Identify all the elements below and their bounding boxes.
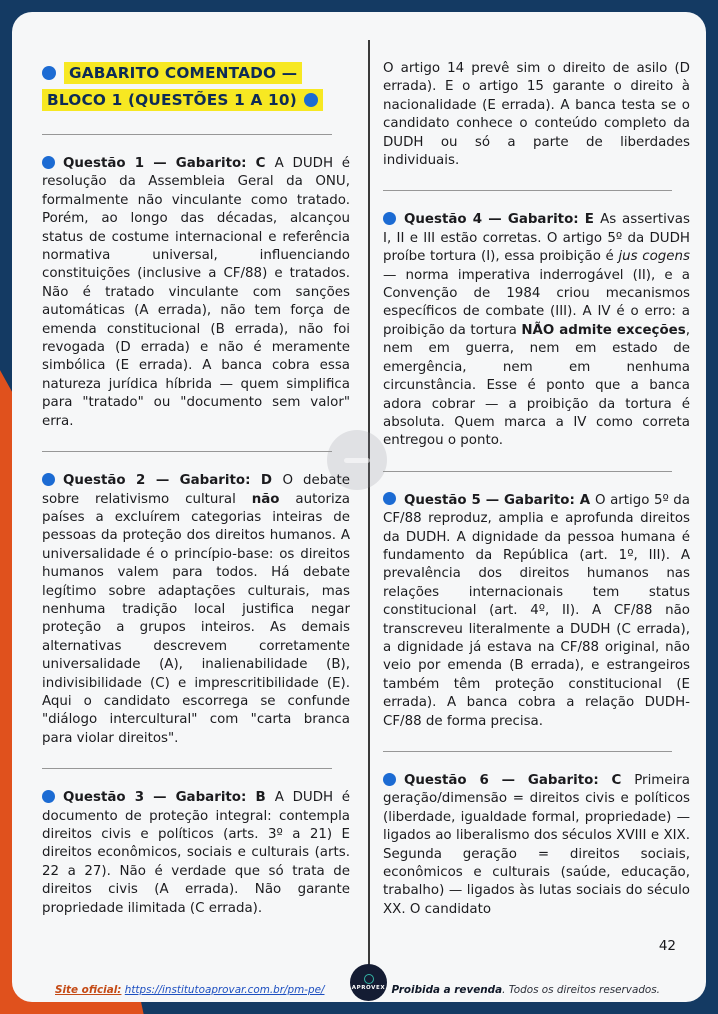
site-link[interactable]: https://institutoaprovar.com.br/pm-pe/: [124, 984, 325, 996]
text-segment: A DUDH é resolução da Assembleia Geral da ONU, formalmente não vinculante como tratado. Porém, ao longo das décadas, alcançou status de costume internacional e referência normativa universal, influenciando constituições (inclusive a CF/88) e tratados. Não é tratado vinculante com sanções automáticas (A errada), não tem força de emenda constitucional (B errada), não foi revogada (D errada) e não é meramente simbólica (E errada). A banca cobra essa natureza jurídica híbrida — quem simplifica para "tratado" ou "documento sem valor" erra.: [42, 156, 350, 429]
bullet-icon: [383, 212, 396, 225]
text-segment: O debate sobre relativismo cultural: [42, 473, 350, 507]
text-segment: O artigo 5º da CF/88 reproduz, amplia e aprofunda direitos da DUDH. A dignidade da pessoa humana é fundamento da República (art. 1º, III). A prevalência dos direitos humanos nas relações internacionais tem status constitucional (art. 4º, II). A CF/88 não transcreveu literalmente a DUDH (C errada), a dignidade já estava na CF/88 original, não veio por emenda (B errada), e estrangeiros também têm proteção constitucional (E errada). A banca cobra a relação DUDH-CF/88 de forma precisa.: [383, 492, 690, 729]
bullet-icon: [42, 473, 55, 486]
text-segment: Questão 5 — Gabarito: A: [404, 492, 596, 508]
text-segment: autoriza países a excluírem categorias inteiras de pessoas da proteção dos direitos humanos. A universalidade é o princípio-base: os direitos humanos valem para todos. Há debate legítimo sobre adaptações culturais, mas nenhuma tradição local justifica negar proteção a grupos inteiros. As demais alternativas descrevem corretamente universalidade (A), inalienabilidade (B), indivisibilidade (C) e imprescritibilidade (E). Aqui o candidato escorrega se confunde "diálogo intercultural" com "carta branca para violar direitos".: [42, 491, 350, 746]
logo-ring-icon: [364, 974, 374, 984]
page-number: 42: [658, 938, 676, 954]
section-divider: [42, 768, 332, 769]
resale-warning: Proibida a revenda: [391, 984, 503, 996]
question-block: [42, 155, 350, 431]
section-divider: [42, 134, 332, 135]
text-segment: NÃO admite exceções: [521, 322, 686, 338]
document-page: [12, 12, 706, 1002]
bullet-icon: [42, 156, 55, 169]
bullet-icon: [304, 93, 318, 107]
text-segment: Questão 3 — Gabarito: B: [63, 790, 275, 806]
footer-site: [55, 984, 325, 996]
logo-text: APROVEX: [351, 985, 386, 991]
bullet-icon: [42, 66, 56, 80]
section-divider: [42, 451, 332, 452]
bullet-icon: [42, 790, 55, 803]
text-segment: Questão 1 — Gabarito: C: [63, 156, 275, 171]
text-segment: jus cogens: [618, 249, 690, 265]
text-segment: — norma imperativa inderrogável (II), e a Convenção de 1984 criou mecanismos específicos de combate (III). A IV é o erro: a proibição da tortura: [383, 267, 690, 338]
footer-rights: [391, 984, 660, 996]
text-segment: Questão 6 — Gabarito: C: [404, 773, 635, 788]
column-divider: [368, 40, 370, 980]
text-segment: As assertivas I, II e III estão corretas. O artigo 5º da DUDH proíbe tortura (I), essa proibição é: [383, 212, 690, 265]
bullet-icon: [383, 773, 396, 786]
bullet-icon: [383, 492, 396, 505]
question-block: [383, 211, 690, 450]
section-title: GABARITO COMENTADO — BLOCO 1 (QUESTÕES 1 A 10): [47, 64, 298, 109]
question-block: [383, 772, 690, 919]
question-block: [42, 472, 350, 748]
question-block: [383, 492, 690, 731]
site-official-label: Site oficial:: [55, 984, 122, 996]
section-divider: [383, 751, 672, 752]
aprovex-logo: [350, 964, 387, 1001]
text-segment: Questão 4 — Gabarito: E: [404, 212, 601, 228]
section-divider: [383, 190, 672, 191]
text-segment: Primeira geração/dimensão = direitos civis e políticos (liberdade, igualdade formal, propriedade) — ligados ao liberalismo dos séculos XVIII e XIX. Segunda geração = direitos sociais, econômicos e culturais (saúde, educação, trabalho) — ligados às lutas sociais do século XX. O candidato: [383, 773, 690, 917]
column-right: [383, 12, 690, 919]
question-block: [383, 60, 690, 170]
text-segment: não: [251, 491, 280, 507]
text-segment: O artigo 14 prevê sim o direito de asilo (D errada). E o artigo 15 garante o direito à nacionalidade (E errada). A banca testa se o candidato conhece o conteúdo completo da DUDH ou só a parte de liberdades individuais.: [383, 61, 690, 169]
text-segment: , nem em guerra, nem em estado de emergência, nem em nenhuma circunstância. Esse é ponto que a banca adora cobrar — a proibição da tortura é absoluta. Quem marca a IV como correta entregou o ponto.: [383, 322, 690, 449]
text-segment: Questão 2 — Gabarito: D: [63, 473, 283, 489]
section-divider: [383, 471, 672, 472]
section-header: [42, 60, 350, 114]
rights-text: . Todos os direitos reservados.: [502, 984, 660, 996]
text-segment: A DUDH é documento de proteção integral: contempla direitos civis e políticos (arts. 3º a 21) E direitos econômicos, sociais e culturais (arts. 22 a 27). Não é verdade que só trata de direitos civis (A errada). Não garante propriedade ilimitada (C errada).: [42, 790, 350, 916]
question-block: [42, 789, 350, 918]
column-left: [42, 12, 350, 918]
